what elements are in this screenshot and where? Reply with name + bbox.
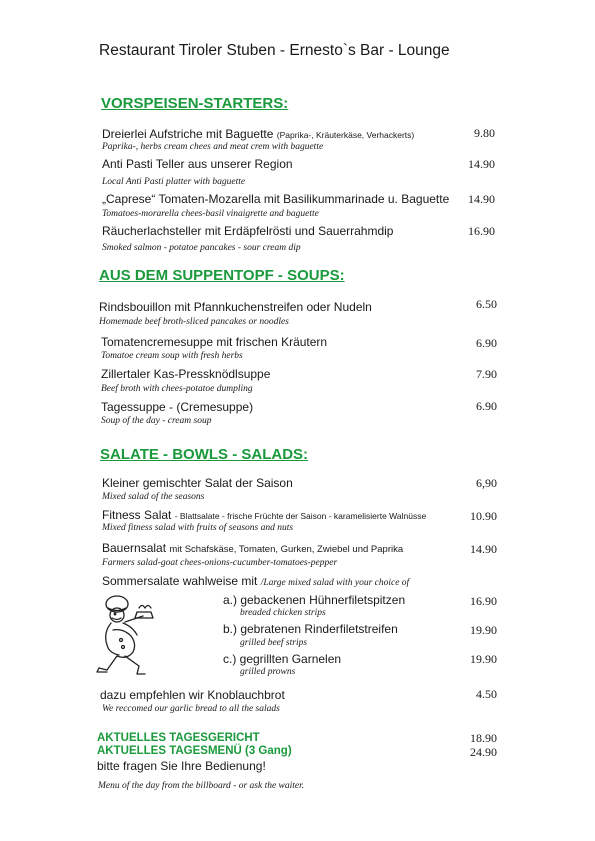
summer-option-desc: grilled beef strips — [240, 638, 308, 648]
summer-option-price: 19.90 — [470, 652, 497, 666]
item-note: - Blattsalate - frische Früchte der Saison - karamelisierte Walnüsse — [174, 511, 427, 521]
item-desc: Farmers salad-goat chees-onions-cucumber-tomatoes-pepper — [102, 558, 338, 568]
item-note: mit Schafskäse, Tomaten, Gurken, Zwiebel und Paprika — [169, 544, 404, 555]
item-price: 6.90 — [476, 399, 497, 413]
summer-option-name: c.) gegrillten Garnelen — [223, 652, 342, 666]
item-desc: Tomatoes-morarella chees-basil vinaigrette and baguette — [102, 209, 319, 219]
item-desc: Homemade beef broth-sliced pancakes or noodles — [99, 317, 289, 327]
section-heading-soups: AUS DEM SUPPENTOPF - SOUPS: — [99, 267, 345, 284]
item-desc: Mixed salad of the seasons — [102, 492, 205, 502]
item-name: Räucherlachsteller mit Erdäpfelrösti und Sauerrahmdip — [102, 224, 394, 238]
item-name: Rindsbouillon mit Pfannkuchenstreifen oder Nudeln — [99, 300, 372, 314]
item-price: 6.50 — [476, 297, 497, 311]
item-note: (Paprika-, Kräuterkäse, Verhackerts) — [276, 130, 415, 140]
item-name: Dreierlei Aufstriche mit Baguette (Paprika-, Kräuterkäse, Verhackerts) — [102, 127, 415, 141]
item-price: 10.90 — [470, 509, 497, 523]
item-name: „Caprese“ Tomaten-Mozarella mit Basilikummarinade u. Baguette — [102, 192, 450, 206]
daily-menu-note-en: Menu of the day from the billboard - or ask the waiter. — [98, 781, 305, 791]
item-name: Fitness Salat - Blattsalate - frische Früchte der Saison - karamelisierte Walnüsse — [102, 508, 427, 522]
summer-option-name: a.) gebackenen Hühnerfiletspitzen — [223, 593, 406, 607]
item-name: Tagessuppe - (Cremesuppe) — [101, 400, 254, 414]
item-desc: Paprika-, herbs cream chees and meat crem with baguette — [102, 142, 324, 152]
section-heading-salads: SALATE - BOWLS - SALADS: — [100, 446, 309, 463]
daily-dish: AKTUELLES TAGESGERICHT — [97, 732, 260, 744]
menu-title: Restaurant Tiroler Stuben - Ernesto`s Bar - Lounge — [99, 42, 450, 59]
summer-option-name: b.) gebratenen Rinderfiletstreifen — [223, 622, 398, 636]
summer-intro: Sommersalate wahlweise mit /Large mixed salad with your choice of — [102, 574, 410, 588]
item-name: Tomatencremesuppe mit frischen Kräutern — [101, 335, 328, 349]
item-name: Zillertaler Kas-Pressknödlsuppe — [101, 367, 271, 381]
item-price: 14.90 — [470, 542, 497, 556]
garlic-bread-price: 4.50 — [476, 687, 497, 701]
summer-intro-en: /Large mixed salad with your choice of — [260, 578, 410, 588]
item-desc: Beef broth with chees-potatoe dumpling — [101, 384, 253, 394]
garlic-bread-desc: We reccomed our garlic bread to all the salads — [102, 704, 280, 714]
summer-option-desc: breaded chicken strips — [240, 608, 326, 618]
item-price: 7.90 — [476, 367, 497, 381]
item-name: Kleiner gemischter Salat der Saison — [102, 476, 293, 490]
summer-option-price: 16.90 — [470, 594, 497, 608]
item-price: 14.90 — [468, 192, 495, 206]
item-desc: Tomatoe cream soup with fresh herbs — [101, 351, 243, 361]
ask-waiter-note: bitte fragen Sie Ihre Bedienung! — [97, 759, 266, 773]
item-price: 6.90 — [476, 336, 497, 350]
item-desc: Smoked salmon - potatoe pancakes - sour cream dip — [102, 243, 301, 253]
item-desc: Soup of the day - cream soup — [101, 416, 212, 426]
garlic-bread-name: dazu empfehlen wir Knoblauchbrot — [100, 688, 285, 702]
item-name: Anti Pasti Teller aus unserer Region — [102, 157, 293, 171]
daily-menu-price: 24.90 — [470, 745, 497, 759]
summer-option-price: 19.90 — [470, 623, 497, 637]
daily-menu: AKTUELLES TAGESMENÜ (3 Gang) — [97, 745, 292, 757]
summer-option-desc: grilled prowns — [240, 667, 296, 677]
item-name: Bauernsalat mit Schafskäse, Tomaten, Gurken, Zwiebel und Paprika — [102, 541, 404, 555]
item-desc: Mixed fitness salad with fruits of seasons and nuts — [102, 523, 294, 533]
item-price: 6,90 — [476, 476, 497, 490]
item-desc: Local Anti Pasti platter with baguette — [102, 177, 246, 187]
item-price: 16.90 — [468, 224, 495, 238]
section-heading-starters: VORSPEISEN-STARTERS: — [101, 95, 289, 112]
item-price: 9.80 — [474, 126, 495, 140]
daily-dish-price: 18.90 — [470, 731, 497, 745]
chef-illustration — [95, 590, 175, 682]
item-price: 14.90 — [468, 157, 495, 171]
